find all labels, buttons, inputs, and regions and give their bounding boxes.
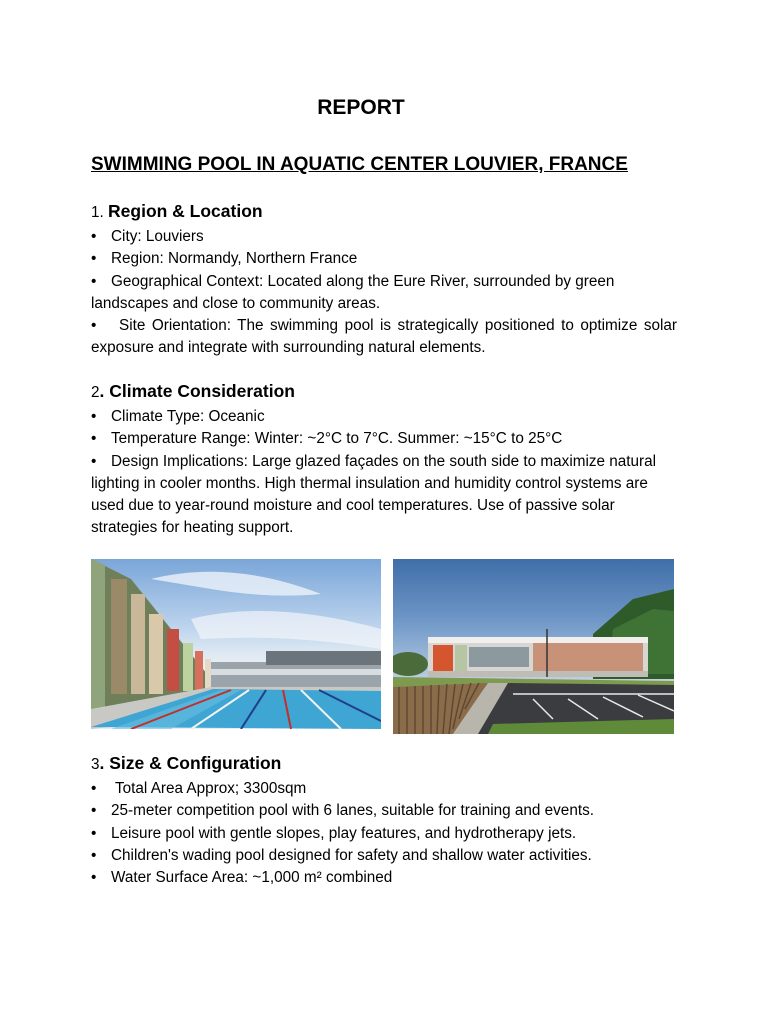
list-item-text: Design Implications: Large glazed façades on the south side to maximize natural lighting in cooler months. High thermal insulation and humidity control systems are used due to year-round moisture and cool temperatures. Use of passive solar strategies for heating support.	[91, 452, 657, 537]
list-item	[91, 248, 677, 270]
list-item	[91, 428, 677, 450]
list-item-text: Water Surface Area: ~1,000 m² combined	[111, 869, 393, 887]
bullet-icon: •	[91, 824, 97, 842]
section-title: . Size & Configuration	[99, 753, 282, 773]
bullet-icon: •	[91, 430, 97, 448]
list-item	[91, 800, 677, 822]
list-item	[91, 271, 677, 316]
list-item	[91, 823, 677, 845]
section-number: 3	[91, 756, 100, 773]
section-number: 2	[91, 384, 100, 401]
list-item	[91, 406, 677, 428]
bullet-icon: •	[91, 250, 97, 268]
bullet-icon: •	[91, 780, 97, 797]
section-heading	[91, 199, 677, 225]
bullet-icon: •	[91, 802, 97, 820]
building-photo-illustration	[393, 559, 674, 734]
list-item-text: 25-meter competition pool with 6 lanes, suitable for training and events.	[111, 802, 594, 820]
list-item	[91, 845, 677, 867]
bullet-icon: •	[91, 228, 97, 245]
list-item-text: Site Orientation: The swimming pool is strategically positioned to optimize solar exposure and integrate with surrounding natural elements.	[91, 317, 677, 357]
report-subtitle: SWIMMING POOL IN AQUATIC CENTER LOUVIER, FRANCE	[91, 154, 628, 175]
section-size-configuration	[91, 751, 677, 889]
section-title: . Climate Consideration	[99, 381, 295, 401]
list-item	[91, 451, 677, 540]
list-item-text: Total Area Approx; 3300sqm	[111, 780, 307, 797]
pool-photo-illustration	[91, 559, 381, 729]
section-title: Region & Location	[108, 201, 263, 221]
building-photo	[393, 559, 674, 734]
list-item	[91, 315, 677, 360]
section-heading	[91, 751, 677, 777]
bullet-icon: •	[91, 869, 97, 887]
bullet-icon: •	[91, 846, 97, 864]
list-item-text: Children's wading pool designed for safety and shallow water activities.	[111, 846, 592, 864]
list-item	[91, 226, 677, 248]
list-item	[91, 778, 677, 800]
list-item-text: Region: Normandy, Northern France	[111, 250, 358, 268]
section-number: 1.	[91, 204, 104, 221]
section-heading	[91, 379, 677, 405]
bullet-icon: •	[91, 317, 97, 335]
bullet-icon: •	[91, 408, 97, 425]
list-item-text: City: Louviers	[111, 228, 204, 245]
report-title: REPORT	[317, 96, 405, 119]
list-item-text: Leisure pool with gentle slopes, play features, and hydrotherapy jets.	[111, 824, 577, 842]
list-item-text: Temperature Range: Winter: ~2°C to 7°C. Summer: ~15°C to 25°C	[111, 430, 563, 448]
bullet-icon: •	[91, 452, 97, 470]
list-item-text: Climate Type: Oceanic	[111, 408, 265, 425]
bullet-icon: •	[91, 272, 97, 290]
section-climate	[91, 379, 677, 540]
pool-photo	[91, 559, 381, 729]
list-item	[91, 867, 677, 889]
list-item-text: Geographical Context: Located along the Eure River, surrounded by green landscapes and close to community areas.	[91, 272, 615, 312]
section-region-location	[91, 199, 677, 360]
